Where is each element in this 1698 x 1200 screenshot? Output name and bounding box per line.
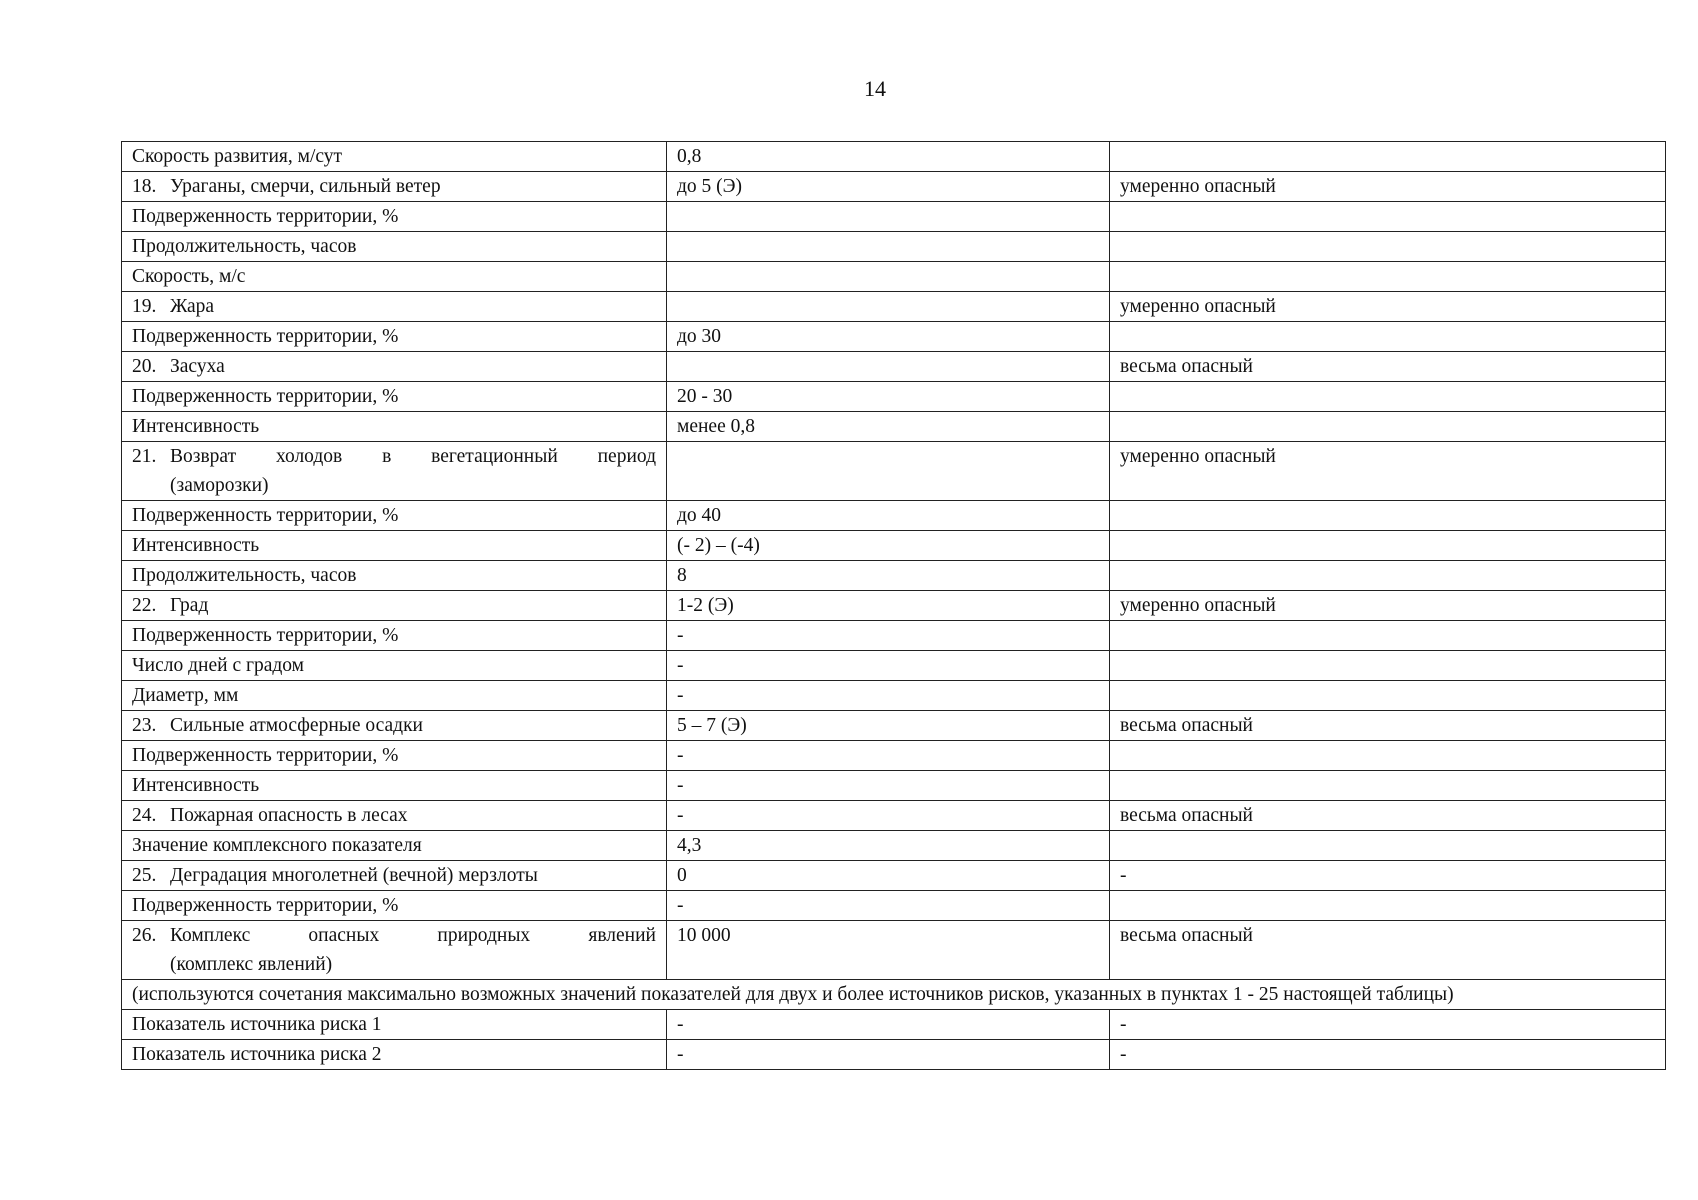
value-cell: 8	[667, 561, 1110, 591]
hazard-name: Пожарная опасность в лесах	[170, 805, 408, 826]
hazard-section-row	[122, 711, 1666, 741]
hazard-name-cell	[122, 861, 667, 891]
parameter-row	[122, 232, 1666, 262]
value-cell: до 30	[667, 322, 1110, 352]
value-cell	[667, 442, 1110, 501]
parameter-row	[122, 681, 1666, 711]
parameter-label: Скорость, м/с	[122, 262, 667, 292]
hazard-name-cell	[122, 292, 667, 322]
parameter-label: Интенсивность	[122, 531, 667, 561]
risk-level-cell	[1110, 891, 1666, 921]
note-text: (используются сочетания максимально возможных значений показателей для двух и более источников рисков, указанных в пунктах 1 - 25 настоящей таблицы)	[122, 980, 1666, 1010]
risk-level-cell	[1110, 741, 1666, 771]
hazard-section-row	[122, 352, 1666, 382]
hazard-section-row	[122, 801, 1666, 831]
parameter-label: Подверженность территории, %	[122, 322, 667, 352]
parameter-row	[122, 322, 1666, 352]
parameter-row	[122, 501, 1666, 531]
hazard-name-line1: Возврат холодов в вегетационный период	[170, 446, 656, 467]
hazard-name: Засуха	[170, 356, 225, 377]
risk-level-cell	[1110, 202, 1666, 232]
hazard-section-row	[122, 591, 1666, 621]
risk-level-cell: весьма опасный	[1110, 801, 1666, 831]
parameter-row	[122, 651, 1666, 681]
risk-level-cell: весьма опасный	[1110, 921, 1666, 980]
parameter-label: Показатель источника риска 2	[122, 1040, 667, 1070]
value-cell: -	[667, 891, 1110, 921]
value-cell: менее 0,8	[667, 412, 1110, 442]
value-cell: 0	[667, 861, 1110, 891]
hazard-name-cell	[122, 921, 667, 980]
parameter-label: Продолжительность, часов	[122, 232, 667, 262]
parameter-row	[122, 412, 1666, 442]
hazard-table	[121, 141, 1666, 1070]
risk-level-cell	[1110, 561, 1666, 591]
hazard-section-row	[122, 292, 1666, 322]
risk-level-cell	[1110, 412, 1666, 442]
value-cell: 10 000	[667, 921, 1110, 980]
hazard-name-cell	[122, 591, 667, 621]
parameter-row	[122, 771, 1666, 801]
hazard-section-row	[122, 921, 1666, 980]
value-cell: (- 2) – (-4)	[667, 531, 1110, 561]
risk-level-cell	[1110, 382, 1666, 412]
hazard-name: Жара	[170, 296, 215, 317]
risk-level-cell	[1110, 831, 1666, 861]
parameter-label: Подверженность территории, %	[122, 621, 667, 651]
hazard-number: 24.	[132, 805, 157, 826]
value-cell: -	[667, 771, 1110, 801]
parameter-label: Диаметр, мм	[122, 681, 667, 711]
hazard-number: 22.	[132, 595, 157, 616]
hazard-name: Сильные атмосферные осадки	[170, 715, 423, 736]
risk-level-cell: умеренно опасный	[1110, 172, 1666, 202]
parameter-label: Число дней с градом	[122, 651, 667, 681]
risk-level-cell: -	[1110, 1010, 1666, 1040]
parameter-row	[122, 202, 1666, 232]
hazard-name-line2: (комплекс явлений)	[170, 954, 333, 975]
risk-level-cell	[1110, 322, 1666, 352]
hazard-number: 21.	[132, 446, 157, 467]
parameter-row	[122, 382, 1666, 412]
value-cell: -	[667, 741, 1110, 771]
value-cell: -	[667, 1040, 1110, 1070]
hazard-number: 25.	[132, 865, 157, 886]
parameter-label: Значение комплексного показателя	[122, 831, 667, 861]
hazard-name: Ураганы, смерчи, сильный ветер	[170, 176, 441, 197]
parameter-label: Показатель источника риска 1	[122, 1010, 667, 1040]
value-cell: 4,3	[667, 831, 1110, 861]
parameter-row	[122, 621, 1666, 651]
risk-level-cell: весьма опасный	[1110, 352, 1666, 382]
hazard-name-cell	[122, 711, 667, 741]
risk-level-cell	[1110, 651, 1666, 681]
parameter-label: Подверженность территории, %	[122, 382, 667, 412]
parameter-label: Скорость развития, м/сут	[122, 142, 667, 172]
page-number: 14	[864, 76, 886, 101]
value-cell: -	[667, 651, 1110, 681]
value-cell: 5 – 7 (Э)	[667, 711, 1110, 741]
risk-level-cell	[1110, 771, 1666, 801]
parameter-label: Подверженность территории, %	[122, 891, 667, 921]
hazard-name-cell	[122, 801, 667, 831]
hazard-name: Град	[170, 595, 209, 616]
parameter-row	[122, 891, 1666, 921]
hazard-name-line1: Комплекс опасных природных явлений	[170, 925, 656, 946]
note-row	[122, 980, 1666, 1010]
hazard-number: 20.	[132, 356, 157, 377]
hazard-number: 18.	[132, 176, 157, 197]
risk-level-cell: весьма опасный	[1110, 711, 1666, 741]
value-cell: 1-2 (Э)	[667, 591, 1110, 621]
hazard-section-row	[122, 861, 1666, 891]
hazard-section-row	[122, 442, 1666, 501]
risk-level-cell: -	[1110, 1040, 1666, 1070]
parameter-label: Подверженность территории, %	[122, 202, 667, 232]
value-cell	[667, 202, 1110, 232]
hazard-section-row	[122, 172, 1666, 202]
risk-level-cell	[1110, 501, 1666, 531]
parameter-label: Подверженность территории, %	[122, 501, 667, 531]
parameter-row	[122, 561, 1666, 591]
risk-level-cell	[1110, 232, 1666, 262]
value-cell: -	[667, 681, 1110, 711]
value-cell: -	[667, 1010, 1110, 1040]
hazard-number: 19.	[132, 296, 157, 317]
risk-level-cell: умеренно опасный	[1110, 442, 1666, 501]
parameter-row	[122, 741, 1666, 771]
parameter-label: Интенсивность	[122, 771, 667, 801]
hazard-table-body	[122, 142, 1666, 1070]
hazard-name-cell	[122, 352, 667, 382]
value-cell	[667, 352, 1110, 382]
value-cell: 20 - 30	[667, 382, 1110, 412]
hazard-name: Деградация многолетней (вечной) мерзлоты	[170, 865, 538, 886]
parameter-label: Интенсивность	[122, 412, 667, 442]
hazard-number: 23.	[132, 715, 157, 736]
risk-level-cell	[1110, 262, 1666, 292]
hazard-number: 26.	[132, 925, 157, 946]
risk-level-cell	[1110, 681, 1666, 711]
hazard-name-cell	[122, 442, 667, 501]
parameter-label: Продолжительность, часов	[122, 561, 667, 591]
parameter-row	[122, 831, 1666, 861]
value-cell: -	[667, 621, 1110, 651]
hazard-name-cell	[122, 172, 667, 202]
value-cell: 0,8	[667, 142, 1110, 172]
value-cell	[667, 262, 1110, 292]
parameter-row	[122, 1010, 1666, 1040]
risk-level-cell	[1110, 142, 1666, 172]
parameter-row	[122, 1040, 1666, 1070]
risk-level-cell: умеренно опасный	[1110, 591, 1666, 621]
risk-level-cell: -	[1110, 861, 1666, 891]
risk-level-cell	[1110, 531, 1666, 561]
value-cell	[667, 232, 1110, 262]
value-cell: до 5 (Э)	[667, 172, 1110, 202]
parameter-row	[122, 142, 1666, 172]
risk-level-cell: умеренно опасный	[1110, 292, 1666, 322]
parameter-row	[122, 262, 1666, 292]
parameter-label: Подверженность территории, %	[122, 741, 667, 771]
parameter-row	[122, 531, 1666, 561]
hazard-name-line2: (заморозки)	[170, 475, 269, 496]
value-cell	[667, 292, 1110, 322]
value-cell: -	[667, 801, 1110, 831]
risk-level-cell	[1110, 621, 1666, 651]
value-cell: до 40	[667, 501, 1110, 531]
